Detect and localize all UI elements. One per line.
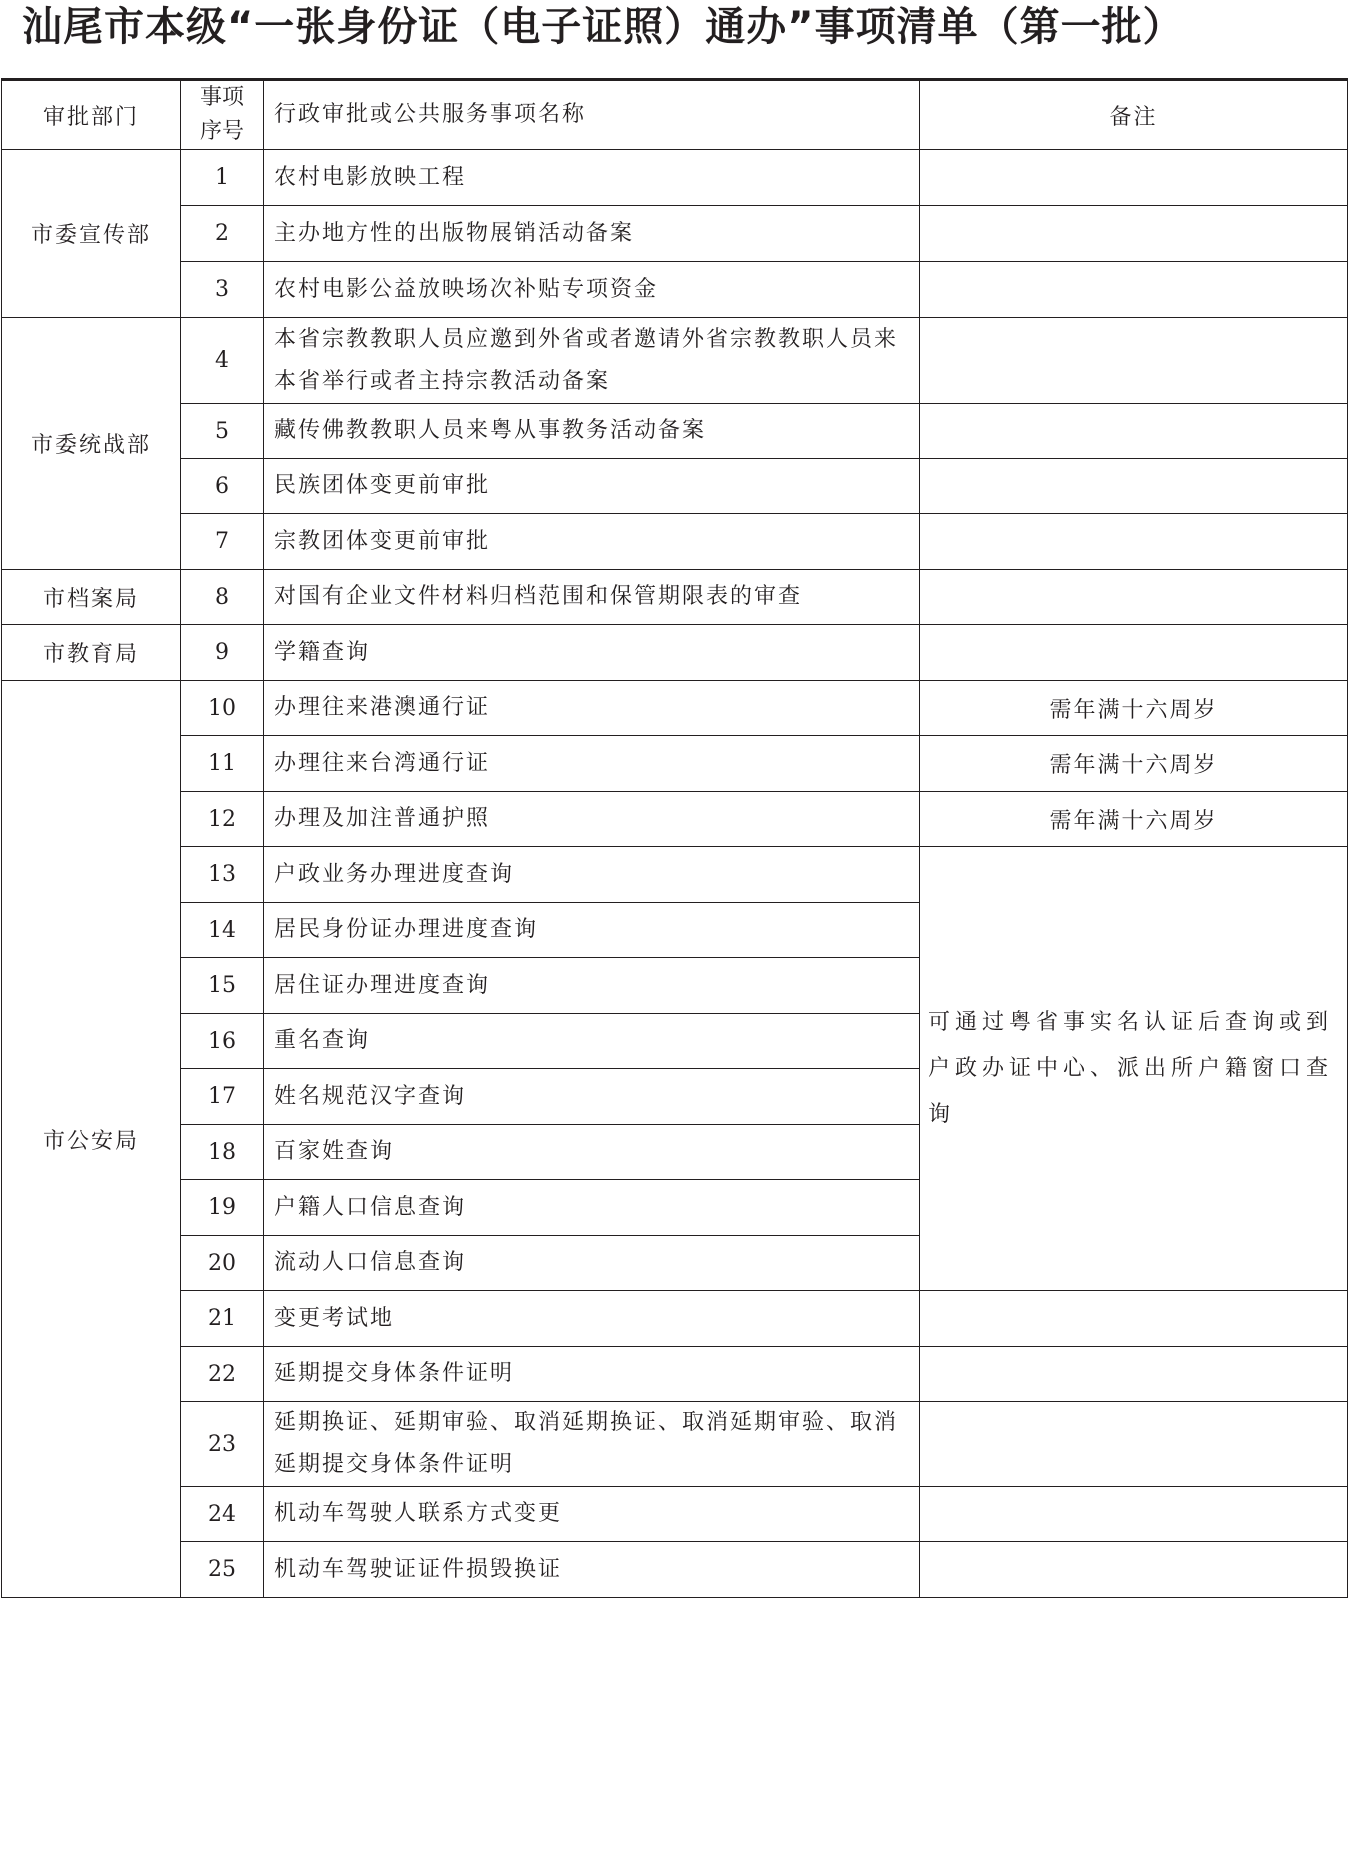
item-num: 20 (181, 1236, 264, 1291)
table-row (2, 681, 1348, 736)
table-row (2, 514, 1348, 570)
item-note (920, 404, 1348, 459)
item-name: 农村电影公益放映场次补贴专项资金 (264, 262, 920, 318)
header-num-line1: 事项 (199, 85, 244, 110)
item-num: 14 (181, 903, 264, 958)
item-num: 6 (181, 459, 264, 514)
item-num: 5 (181, 404, 264, 459)
item-num: 9 (181, 625, 264, 681)
item-note (920, 262, 1348, 318)
item-name: 居民身份证办理进度查询 (264, 903, 920, 958)
item-name: 延期提交身体条件证明 (264, 1347, 920, 1402)
item-name: 姓名规范汉字查询 (264, 1069, 920, 1125)
header-dept: 审批部门 (2, 80, 181, 150)
item-name: 民族团体变更前审批 (264, 459, 920, 514)
table-header-row (2, 80, 1348, 150)
item-note: 需年满十六周岁 (920, 792, 1348, 847)
item-note (920, 1347, 1348, 1402)
item-note (920, 1402, 1348, 1487)
dept-cell: 市委统战部 (2, 318, 181, 570)
item-note: 需年满十六周岁 (920, 681, 1348, 736)
item-name: 学籍查询 (264, 625, 920, 681)
item-name: 藏传佛教教职人员来粤从事教务活动备案 (264, 404, 920, 459)
item-note (920, 206, 1348, 262)
item-num: 8 (181, 570, 264, 625)
table-row (2, 625, 1348, 681)
item-num: 22 (181, 1347, 264, 1402)
page-title: 汕尾市本级“一张身份证（电子证照）通办”事项清单（第一批） (22, 4, 1184, 50)
table-row (2, 1542, 1348, 1598)
item-name: 办理往来台湾通行证 (264, 736, 920, 792)
header-name: 行政审批或公共服务事项名称 (264, 80, 920, 150)
item-note: 需年满十六周岁 (920, 736, 1348, 792)
items-table (1, 78, 1348, 1598)
item-note (920, 318, 1348, 404)
item-num: 23 (181, 1402, 264, 1487)
item-name: 农村电影放映工程 (264, 150, 920, 206)
item-name: 宗教团体变更前审批 (264, 514, 920, 570)
item-num: 11 (181, 736, 264, 792)
dept-cell: 市公安局 (2, 681, 181, 1598)
item-name: 户政业务办理进度查询 (264, 847, 920, 903)
item-num: 1 (181, 150, 264, 206)
table-row (2, 206, 1348, 262)
item-name: 办理往来港澳通行证 (264, 681, 920, 736)
item-name: 户籍人口信息查询 (264, 1180, 920, 1236)
item-name: 主办地方性的出版物展销活动备案 (264, 206, 920, 262)
item-num: 21 (181, 1291, 264, 1347)
dept-cell: 市委宣传部 (2, 150, 181, 318)
item-note (920, 1291, 1348, 1347)
item-num: 25 (181, 1542, 264, 1598)
header-num-line2: 序号 (199, 119, 244, 144)
item-num: 10 (181, 681, 264, 736)
item-note (920, 514, 1348, 570)
item-num: 7 (181, 514, 264, 570)
item-name: 百家姓查询 (264, 1125, 920, 1180)
table-row (2, 792, 1348, 847)
table-row (2, 1291, 1348, 1347)
item-note (920, 570, 1348, 625)
table-row (2, 318, 1348, 404)
table-row (2, 1487, 1348, 1542)
item-note (920, 150, 1348, 206)
item-num: 19 (181, 1180, 264, 1236)
item-name: 流动人口信息查询 (264, 1236, 920, 1291)
item-name: 机动车驾驶证证件损毁换证 (264, 1542, 920, 1598)
table-row (2, 847, 1348, 903)
item-name: 本省宗教教职人员应邀到外省或者邀请外省宗教教职人员来本省举行或者主持宗教活动备案 (264, 318, 920, 404)
item-name: 机动车驾驶人联系方式变更 (264, 1487, 920, 1542)
item-name: 对国有企业文件材料归档范围和保管期限表的审查 (264, 570, 920, 625)
item-note (920, 459, 1348, 514)
table-row (2, 459, 1348, 514)
item-note (920, 625, 1348, 681)
item-note (920, 1487, 1348, 1542)
header-note: 备注 (920, 80, 1348, 150)
table-row (2, 570, 1348, 625)
item-name: 居住证办理进度查询 (264, 958, 920, 1014)
item-note-merged: 可通过粤省事实名认证后查询或到户政办证中心、派出所户籍窗口查询 (920, 847, 1348, 1291)
item-num: 12 (181, 792, 264, 847)
item-num: 4 (181, 318, 264, 404)
item-num: 17 (181, 1069, 264, 1125)
item-num: 24 (181, 1487, 264, 1542)
item-name: 重名查询 (264, 1014, 920, 1069)
dept-cell: 市教育局 (2, 625, 181, 681)
table-row (2, 150, 1348, 206)
header-num (181, 80, 264, 150)
table-row (2, 736, 1348, 792)
item-note (920, 1542, 1348, 1598)
item-name: 延期换证、延期审验、取消延期换证、取消延期审验、取消延期提交身体条件证明 (264, 1402, 920, 1487)
item-name: 变更考试地 (264, 1291, 920, 1347)
item-name: 办理及加注普通护照 (264, 792, 920, 847)
table-row (2, 1347, 1348, 1402)
table-row (2, 1402, 1348, 1487)
table-row (2, 262, 1348, 318)
item-num: 15 (181, 958, 264, 1014)
table-row (2, 404, 1348, 459)
item-num: 3 (181, 262, 264, 318)
item-num: 18 (181, 1125, 264, 1180)
item-num: 2 (181, 206, 264, 262)
item-num: 16 (181, 1014, 264, 1069)
item-num: 13 (181, 847, 264, 903)
dept-cell: 市档案局 (2, 570, 181, 625)
